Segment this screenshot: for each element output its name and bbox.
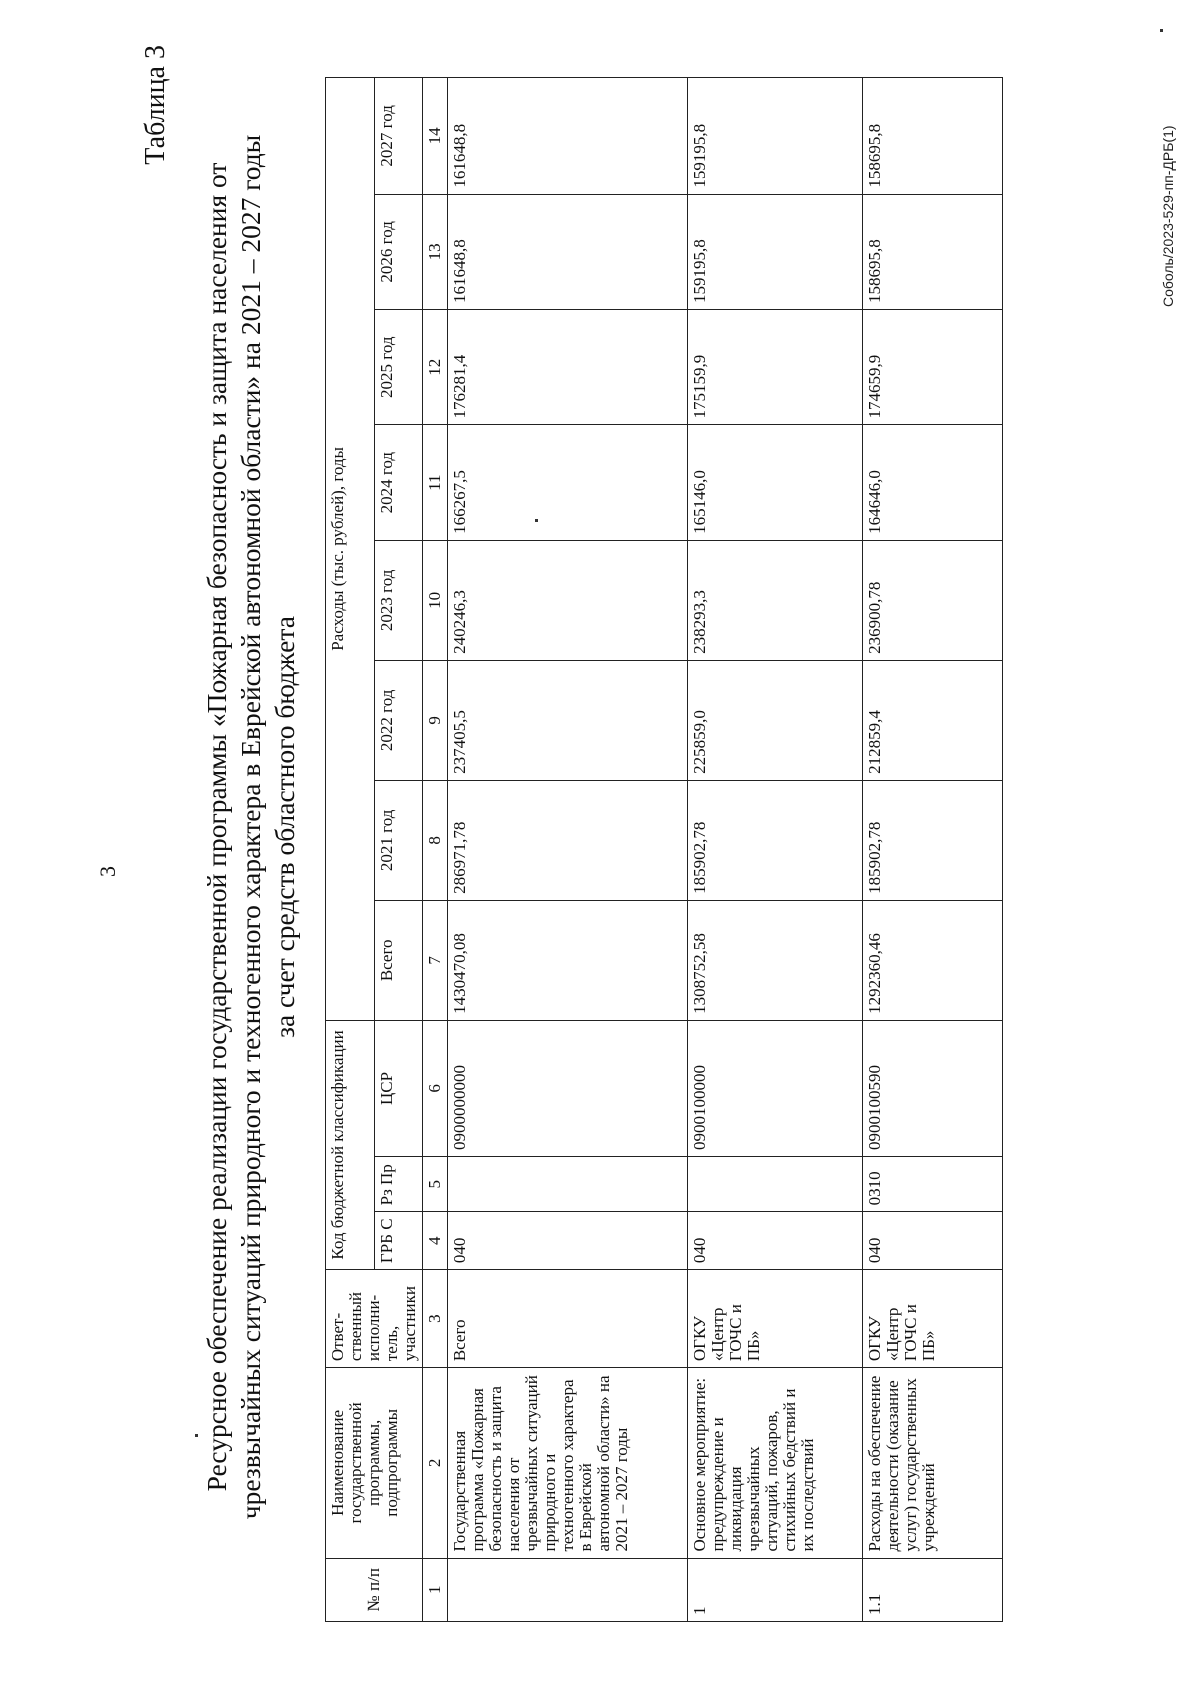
row-rzpr bbox=[448, 1157, 688, 1212]
column-number: 4 bbox=[423, 1212, 448, 1270]
row-2026: 161648,8 bbox=[448, 194, 688, 309]
header-rzpr: Рз Пр bbox=[374, 1157, 423, 1212]
row-2021: 286971,78 bbox=[448, 780, 688, 900]
row-2023: 236900,78 bbox=[863, 540, 1003, 660]
row-2022: 237405,5 bbox=[448, 660, 688, 780]
header-2022: 2022 год bbox=[374, 660, 423, 780]
column-number: 10 bbox=[423, 540, 448, 660]
header-2025: 2025 год bbox=[374, 310, 423, 425]
title-line-3: за счет средств областного бюджета bbox=[269, 616, 300, 1038]
column-number: 3 bbox=[423, 1270, 448, 1368]
header-responsible: Ответ-ственный исполни-тель, участники bbox=[326, 1270, 423, 1368]
header-2026: 2026 год bbox=[374, 194, 423, 309]
header-csr: ЦСР bbox=[374, 1020, 423, 1156]
column-number: 5 bbox=[423, 1157, 448, 1212]
row-2026: 159195,8 bbox=[688, 194, 863, 309]
column-numbers-row bbox=[423, 78, 448, 1622]
column-number: 13 bbox=[423, 194, 448, 309]
expenses-table bbox=[325, 77, 1003, 1622]
row-name: Государственная программа «Пожарная безопасность и защита населения от чрезвычайных ситуаций природного и техногенного характера в Еврейской автономной области» на 2021 – 2027 годы bbox=[448, 1368, 688, 1558]
table-label: Таблица 3 bbox=[140, 45, 171, 165]
row-2021: 185902,78 bbox=[688, 780, 863, 900]
row-2025: 174659,9 bbox=[863, 310, 1003, 425]
row-responsible: ОГКУ «Центр ГОЧС и ПБ» bbox=[863, 1270, 1003, 1368]
row-grbs: 040 bbox=[688, 1212, 863, 1270]
header-2027: 2027 год bbox=[374, 78, 423, 195]
scan-dot bbox=[1160, 29, 1163, 32]
column-number: 1 bbox=[423, 1558, 448, 1621]
row-num: 1.1 bbox=[863, 1558, 1003, 1621]
row-2024: 164646,0 bbox=[863, 425, 1003, 540]
row-2022: 212859,4 bbox=[863, 660, 1003, 780]
row-2025: 176281,4 bbox=[448, 310, 688, 425]
row-num bbox=[448, 1558, 688, 1621]
row-name: Расходы на обеспечение деятельности (оказание услуг) государственных учреждений bbox=[863, 1368, 1003, 1558]
row-total: 1430470,08 bbox=[448, 900, 688, 1020]
row-2022: 225859,0 bbox=[688, 660, 863, 780]
row-2023: 240246,3 bbox=[448, 540, 688, 660]
header-total: Всего bbox=[374, 900, 423, 1020]
scan-dot bbox=[195, 1434, 198, 1437]
header-name: Наименование государственной программы, подпрограммы bbox=[326, 1368, 423, 1558]
row-total: 1308752,58 bbox=[688, 900, 863, 1020]
column-number: 8 bbox=[423, 780, 448, 900]
column-number: 12 bbox=[423, 310, 448, 425]
row-2024: 165146,0 bbox=[688, 425, 863, 540]
row-2027: 161648,8 bbox=[448, 78, 688, 195]
row-grbs: 040 bbox=[863, 1212, 1003, 1270]
header-2021: 2021 год bbox=[374, 780, 423, 900]
table-row bbox=[448, 78, 688, 1622]
header-grbs: ГРБ С bbox=[374, 1212, 423, 1270]
document-title bbox=[200, 87, 302, 1567]
header-2023: 2023 год bbox=[374, 540, 423, 660]
column-number: 6 bbox=[423, 1020, 448, 1156]
page-number: 3 bbox=[95, 866, 120, 877]
column-number: 9 bbox=[423, 660, 448, 780]
header-num: № п/п bbox=[326, 1558, 423, 1621]
row-2027: 159195,8 bbox=[688, 78, 863, 195]
row-2023: 238293,3 bbox=[688, 540, 863, 660]
column-number: 7 bbox=[423, 900, 448, 1020]
row-responsible: Всего bbox=[448, 1270, 688, 1368]
row-2025: 175159,9 bbox=[688, 310, 863, 425]
column-number: 2 bbox=[423, 1368, 448, 1558]
row-rzpr bbox=[688, 1157, 863, 1212]
table-row bbox=[688, 78, 863, 1622]
header-2024: 2024 год bbox=[374, 425, 423, 540]
title-line-2: чрезвычайных ситуаций природного и техногенного характера в Еврейской автономной области» на 2021 – 2027 годы bbox=[235, 134, 266, 1520]
title-line-1: Ресурсное обеспечение реализации государственной программы «Пожарная безопасность и защита населения от bbox=[201, 162, 232, 1492]
header-row-1 bbox=[326, 78, 375, 1622]
row-grbs: 040 bbox=[448, 1212, 688, 1270]
row-2027: 158695,8 bbox=[863, 78, 1003, 195]
row-csr: 0900100000 bbox=[688, 1020, 863, 1156]
header-expenses-group: Расходы (тыс. рублей), годы bbox=[326, 78, 375, 1021]
row-2026: 158695,8 bbox=[863, 194, 1003, 309]
document-code-footer: Соболь/2023-529-пп-ДРБ(1) bbox=[1160, 125, 1176, 307]
table-row bbox=[863, 78, 1003, 1622]
row-num: 1 bbox=[688, 1558, 863, 1621]
row-total: 1292360,46 bbox=[863, 900, 1003, 1020]
row-responsible: ОГКУ «Центр ГОЧС и ПБ» bbox=[688, 1270, 863, 1368]
header-code-group: Код бюджетной классификации bbox=[326, 1020, 375, 1269]
row-csr: 0900000000 bbox=[448, 1020, 688, 1156]
row-2024: 166267,5 bbox=[448, 425, 688, 540]
column-number: 11 bbox=[423, 425, 448, 540]
row-2021: 185902,78 bbox=[863, 780, 1003, 900]
column-number: 14 bbox=[423, 78, 448, 195]
row-name: Основное мероприятие: предупреждение и ликвидация чрезвычайных ситуаций, пожаров, стихийных бедствий и их последствий bbox=[688, 1368, 863, 1558]
row-csr: 0900100590 bbox=[863, 1020, 1003, 1156]
row-rzpr: 0310 bbox=[863, 1157, 1003, 1212]
